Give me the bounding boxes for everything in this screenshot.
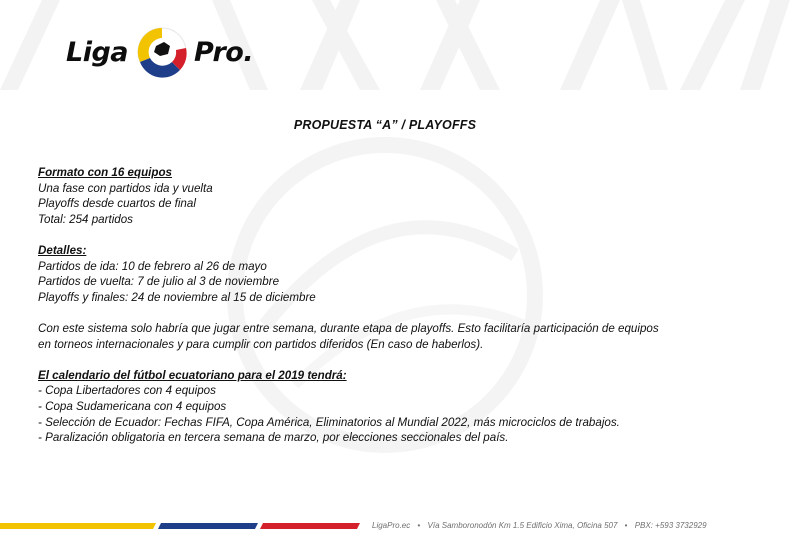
calendar-item: - Copa Libertadores con 4 equipos xyxy=(38,384,216,398)
document-body xyxy=(38,165,758,461)
section-line: Playoffs y finales: 24 de noviembre al 15 de diciembre xyxy=(38,290,316,304)
logo-ball-icon xyxy=(134,24,190,80)
section-calendar xyxy=(38,368,758,446)
ligapro-logo xyxy=(66,22,253,82)
paragraph-line: en torneos internacionales y para cumplir con partidos diferidos (En caso de haberlos). xyxy=(38,337,484,351)
logo-word-liga: Liga xyxy=(66,36,129,68)
logo-word-pro: Pro. xyxy=(194,36,254,68)
section-line: Una fase con partidos ida y vuelta xyxy=(38,181,213,195)
footer-separator: • xyxy=(417,521,421,530)
document-title: PROPUESTA “A” / PLAYOFFS xyxy=(293,118,477,132)
footer-bar-yellow xyxy=(0,523,156,529)
footer-phone: PBX: +593 3732929 xyxy=(634,521,707,530)
section-details xyxy=(38,243,758,305)
footer-separator: • xyxy=(624,521,628,530)
section-line: Partidos de ida: 10 de febrero al 26 de mayo xyxy=(38,259,267,273)
section-heading: El calendario del fútbol ecuatoriano para el 2019 tendrá: xyxy=(38,368,347,382)
calendar-item: - Selección de Ecuador: Fechas FIFA, Copa América, Eliminatorios al Mundial 2022, más microciclos de trabajos. xyxy=(38,415,620,429)
section-heading: Formato con 16 equipos xyxy=(38,166,172,179)
section-line: Partidos de vuelta: 7 de julio al 3 de noviembre xyxy=(38,275,280,289)
paragraph-line: Con este sistema solo habría que jugar entre semana, durante etapa de playoffs. Esto facilitaría participación de equipos xyxy=(38,321,659,335)
footer-bar-blue xyxy=(158,523,258,529)
section-line: Total: 254 partidos xyxy=(38,212,133,226)
section-heading: Detalles: xyxy=(38,243,87,257)
section-line: Playoffs desde cuartos de final xyxy=(38,197,196,211)
footer-address: Vía Samboronodón Km 1.5 Edificio Xima, Oficina 507 xyxy=(427,521,618,530)
footer-website-link[interactable]: LigaPro.ec xyxy=(372,521,411,530)
footer-contact xyxy=(372,521,707,530)
paragraph-system xyxy=(38,321,758,352)
calendar-item: - Copa Sudamericana con 4 equipos xyxy=(38,399,227,413)
footer-color-bars xyxy=(0,523,370,531)
calendar-item: - Paralización obligatoria en tercera semana de marzo, por elecciones seccionales del país. xyxy=(38,431,509,445)
section-format xyxy=(38,165,758,227)
footer-bar-red xyxy=(260,523,360,529)
